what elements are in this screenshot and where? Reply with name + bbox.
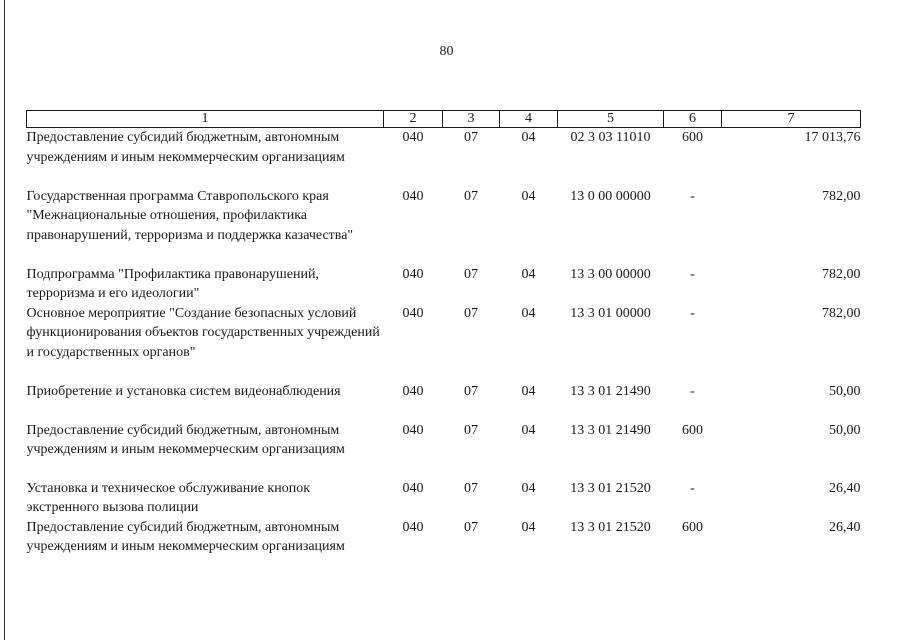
column-header: 3 — [443, 111, 500, 128]
row-ministry-code: 040 — [402, 266, 424, 282]
row-target-article: 02 3 03 11010 — [570, 130, 651, 145]
table-row — [27, 421, 861, 479]
row-amount: 782,00 — [822, 266, 861, 282]
row-expense-type: - — [690, 188, 695, 204]
page-left-edge — [4, 0, 5, 640]
table-row — [27, 479, 861, 518]
row-section-code: 07 — [464, 383, 478, 399]
row-subsection-code: 04 — [521, 266, 536, 282]
row-target-article: 13 3 01 21520 — [570, 519, 651, 535]
column-header: 6 — [664, 111, 722, 128]
row-name: Подпрограмма "Профилактика правонарушений, терроризма и его идеологии" — [26, 266, 319, 301]
row-section-code: 07 — [464, 480, 478, 496]
row-target-article: 13 3 01 00000 — [570, 305, 651, 321]
row-target-article: 13 0 00 00000 — [570, 188, 651, 204]
row-subsection-code: 04 — [521, 130, 536, 145]
table-row — [27, 518, 861, 557]
row-amount: 782,00 — [822, 188, 861, 204]
row-section-code: 07 — [464, 266, 478, 282]
row-expense-type: 600 — [682, 130, 703, 145]
budget-table — [26, 110, 861, 557]
row-amount: 26,40 — [829, 519, 861, 535]
row-subsection-code: 04 — [521, 305, 536, 321]
table-row — [27, 265, 861, 304]
table-header-row — [27, 111, 861, 128]
row-amount: 50,00 — [829, 383, 861, 399]
row-target-article: 13 3 01 21520 — [570, 480, 651, 496]
row-subsection-code: 04 — [521, 422, 536, 438]
table-row — [27, 304, 861, 382]
column-header: 2 — [384, 111, 443, 128]
row-expense-type: - — [690, 383, 695, 399]
row-ministry-code: 040 — [402, 422, 424, 438]
row-name: Установка и техническое обслуживание кнопок экстренного вызова полиции — [26, 480, 310, 515]
row-section-code: 07 — [464, 422, 478, 438]
row-amount: 782,00 — [822, 305, 861, 321]
row-section-code: 07 — [464, 519, 478, 535]
row-target-article: 13 3 00 00000 — [570, 266, 651, 282]
row-name: Основное мероприятие "Создание безопасных условий функционирования объектов государственных учреждений и государственных органов" — [26, 305, 380, 360]
row-subsection-code: 04 — [521, 480, 536, 496]
row-ministry-code: 040 — [402, 519, 424, 535]
row-ministry-code: 040 — [402, 480, 424, 496]
row-name: Предоставление субсидий бюджетным, автономным учреждениям и иным некоммерческим организациям — [26, 519, 345, 554]
row-subsection-code: 04 — [521, 519, 536, 535]
row-expense-type: - — [690, 480, 695, 496]
row-amount: 50,00 — [829, 422, 861, 438]
row-ministry-code: 040 — [402, 188, 424, 204]
column-header: 1 — [27, 111, 384, 128]
row-target-article: 13 3 01 21490 — [570, 383, 651, 399]
row-ministry-code: 040 — [402, 383, 424, 399]
row-target-article: 13 3 01 21490 — [570, 422, 651, 438]
column-header: 5 — [558, 111, 664, 128]
row-amount: 26,40 — [829, 480, 861, 496]
column-header: 4 — [500, 111, 558, 128]
table-row — [27, 128, 861, 187]
row-subsection-code: 04 — [521, 188, 536, 204]
page-number: 80 — [439, 44, 454, 59]
row-name: Государственная программа Ставропольского края "Межнациональные отношения, профилактика правонарушений, терроризма и поддержка казачества" — [26, 188, 354, 243]
row-expense-type: - — [690, 305, 695, 321]
column-header: 7 — [722, 111, 861, 128]
row-name: Предоставление субсидий бюджетным, автономным учреждениям и иным некоммерческим организациям — [26, 130, 345, 165]
row-expense-type: - — [690, 266, 695, 282]
row-ministry-code: 040 — [402, 305, 424, 321]
row-name: Приобретение и установка систем видеонаблюдения — [26, 383, 341, 399]
table-row — [27, 187, 861, 265]
row-section-code: 07 — [464, 305, 478, 321]
row-subsection-code: 04 — [521, 383, 536, 399]
row-ministry-code: 040 — [402, 130, 424, 145]
row-section-code: 07 — [464, 130, 478, 145]
row-section-code: 07 — [464, 188, 478, 204]
row-amount: 17 013,76 — [804, 130, 861, 145]
table-row — [27, 382, 861, 421]
row-expense-type: 600 — [682, 422, 703, 438]
row-expense-type: 600 — [682, 519, 703, 535]
row-name: Предоставление субсидий бюджетным, автономным учреждениям и иным некоммерческим организациям — [26, 422, 345, 457]
